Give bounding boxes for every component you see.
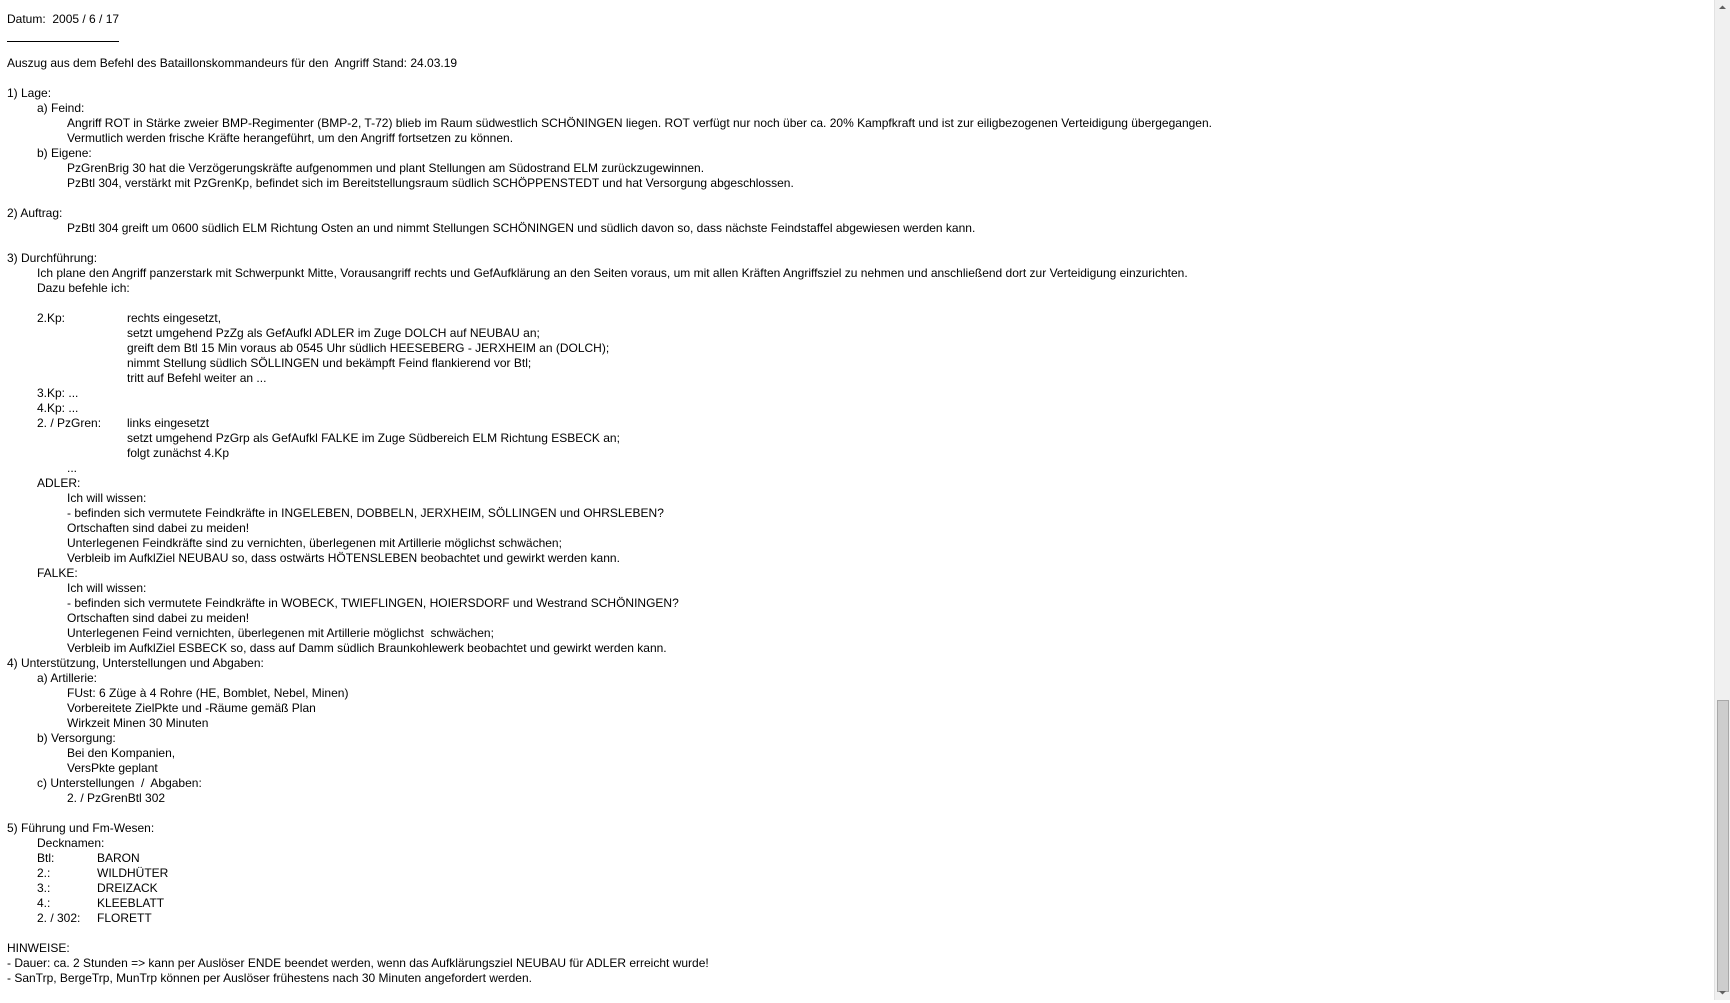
- artillerie-line-1: FUst: 6 Züge à 4 Rohre (HE, Bomblet, Nebel, Minen): [67, 686, 349, 700]
- falke-line-3: Ortschaften sind dabei zu meiden!: [67, 611, 250, 625]
- deckname-unit: 4.:: [37, 896, 51, 910]
- pzgren-line-1: links eingesetzt: [127, 416, 210, 430]
- deckname-row: [7, 911, 1707, 926]
- eigene-title: b) Eigene:: [37, 146, 92, 160]
- deckname-name: KLEEBLATT: [97, 896, 165, 910]
- kp4-line: 4.Kp: ...: [37, 401, 79, 415]
- falke-line-4: Unterlegenen Feind vernichten, überlegenen mit Artillerie möglichst schwächen;: [67, 626, 494, 640]
- falke-line-5: Verbleib im AufklZiel ESBECK so, dass auf Damm südlich Braunkohlewerk beobachtet und gewirkt werden kann.: [67, 641, 667, 655]
- deckname-name: WILDHÜTER: [97, 866, 169, 880]
- falke-title: FALKE:: [37, 566, 78, 580]
- feind-line-2: Vermutlich werden frische Kräfte herangeführt, um den Angriff fortsetzen zu können.: [67, 131, 514, 145]
- versorgung-line-2: VersPkte geplant: [67, 761, 158, 775]
- unterstellungen-title: c) Unterstellungen / Abgaben:: [37, 776, 202, 790]
- deckname-name: DREIZACK: [97, 881, 158, 895]
- deckname-row: [7, 896, 1707, 911]
- kp2-line-3: greift dem Btl 15 Min voraus ab 0545 Uhr südlich HEESEBERG - JERXHEIM an (DOLCH);: [127, 341, 610, 355]
- adler-title: ADLER:: [37, 476, 81, 490]
- deckname-unit: 2. / 302:: [37, 911, 81, 925]
- kp2-line-1: rechts eingesetzt,: [127, 311, 222, 325]
- kp2-label: 2.Kp:: [37, 311, 66, 325]
- unterstellungen-line-1: 2. / PzGrenBtl 302: [67, 791, 166, 805]
- pzgren-line-3: folgt zunächst 4.Kp: [127, 446, 230, 460]
- falke-line-1: Ich will wissen:: [67, 581, 147, 595]
- hinweise-line-1: - Dauer: ca. 2 Stunden => kann per Auslöser ENDE beendet werden, wenn das Aufklärungsziel NEUBAU für ADLER erreicht wurde!: [7, 956, 709, 970]
- kp2-line-4: nimmt Stellung südlich SÖLLINGEN und bekämpft Feind flankierend vor Btl;: [127, 356, 532, 370]
- intro-line: Auszug aus dem Befehl des Bataillonskommandeurs für den Angriff Stand: 24.03.19: [7, 56, 458, 70]
- artillerie-line-2: Vorbereitete ZielPkte und -Räume gemäß Plan: [67, 701, 316, 715]
- adler-line-3: Ortschaften sind dabei zu meiden!: [67, 521, 250, 535]
- eigene-line-2: PzBtl 304, verstärkt mit PzGrenKp, befindet sich im Bereitstellungsraum südlich SCHÖPPENSTEDT und hat Versorgung abgeschlossen.: [67, 176, 794, 190]
- pzgren-line-2: setzt umgehend PzGrp als GefAufkl FALKE im Zuge Südbereich ELM Richtung ESBECK an;: [127, 431, 620, 445]
- ellipsis-line: ...: [67, 461, 78, 475]
- section-durchfuehrung-title: 3) Durchführung:: [7, 251, 98, 265]
- kp2-line-2: setzt umgehend PzZg als GefAufkl ADLER im Zuge DOLCH auf NEUBAU an;: [127, 326, 540, 340]
- versorgung-title: b) Versorgung:: [37, 731, 116, 745]
- deckname-unit: 2.:: [37, 866, 51, 880]
- order-document: [7, 12, 1707, 986]
- kp2-row: [7, 311, 1707, 326]
- deckname-name: FLORETT: [97, 911, 152, 925]
- deckname-name: BARON: [97, 851, 140, 865]
- deckname-row: [7, 851, 1707, 866]
- section-fuehrung-title: 5) Führung und Fm-Wesen:: [7, 821, 155, 835]
- scroll-down-arrow-icon[interactable]: [1715, 985, 1730, 1000]
- deckname-unit: Btl:: [37, 851, 55, 865]
- hinweise-line-2: - SanTrp, BergeTrp, MunTrp können per Auslöser frühestens nach 30 Minuten angefordert werden.: [7, 971, 532, 985]
- versorgung-line-1: Bei den Kompanien,: [67, 746, 176, 760]
- feind-line-1: Angriff ROT in Stärke zweier BMP-Regimenter (BMP-2, T-72) blieb im Raum südwestlich SCHÖNINGEN liegen. ROT verfügt nur noch über ca. 20% Kampfkraft und ist zur eiligbezogenen Verteidigung übergegangen.: [67, 116, 1212, 130]
- scrollbar-thumb[interactable]: [1717, 700, 1729, 992]
- durchfuehrung-line-1: Ich plane den Angriff panzerstark mit Schwerpunkt Mitte, Vorausangriff rechts und GefAufklärung an den Seiten voraus, um mit allen Kräften Angriffsziel zu nehmen und anschließend dort zur Verteidigung einzurichten.: [37, 266, 1188, 280]
- date-line: Datum: 2005 / 6 / 17: [7, 12, 120, 26]
- kp2-line-5: tritt auf Befehl weiter an ...: [127, 371, 267, 385]
- deckname-unit: 3.:: [37, 881, 51, 895]
- scroll-up-arrow-icon[interactable]: [1715, 0, 1730, 15]
- hinweise-title: HINWEISE:: [7, 941, 70, 955]
- auftrag-line-1: PzBtl 304 greift um 0600 südlich ELM Richtung Osten an und nimmt Stellungen SCHÖNINGEN und südlich davon so, dass nächste Feindstaffel abgewiesen werden kann.: [67, 221, 976, 235]
- artillerie-line-3: Wirkzeit Minen 30 Minuten: [67, 716, 209, 730]
- adler-line-2: - befinden sich vermutete Feindkräfte in INGELEBEN, DOBBELN, JERXHEIM, SÖLLINGEN und OHRSLEBEN?: [67, 506, 664, 520]
- eigene-line-1: PzGrenBrig 30 hat die Verzögerungskräfte aufgenommen und plant Stellungen am Südostrand ELM zurückzugewinnen.: [67, 161, 705, 175]
- pzgren-label: 2. / PzGren:: [37, 416, 102, 430]
- deckname-row: [7, 866, 1707, 881]
- feind-title: a) Feind:: [37, 101, 85, 115]
- kp3-line: 3.Kp: ...: [37, 386, 79, 400]
- artillerie-title: a) Artillerie:: [37, 671, 98, 685]
- decknamen-title: Decknamen:: [37, 836, 105, 850]
- vertical-scrollbar[interactable]: [1714, 0, 1730, 1000]
- adler-line-5: Verbleib im AufklZiel NEUBAU so, dass ostwärts HÖTENSLEBEN beobachtet und gewirkt werden kann.: [67, 551, 620, 565]
- deckname-row: [7, 881, 1707, 896]
- section-unterstuetzung-title: 4) Unterstützung, Unterstellungen und Abgaben:: [7, 656, 264, 670]
- adler-line-1: Ich will wissen:: [67, 491, 147, 505]
- section-auftrag-title: 2) Auftrag:: [7, 206, 63, 220]
- section-lage-title: 1) Lage:: [7, 86, 52, 100]
- adler-line-4: Unterlegenen Feindkräfte sind zu vernichten, überlegenen mit Artillerie möglichst schwächen;: [67, 536, 562, 550]
- pzgren-row: [7, 416, 1707, 431]
- durchfuehrung-line-2: Dazu befehle ich:: [37, 281, 130, 295]
- falke-line-2: - befinden sich vermutete Feindkräfte in WOBECK, TWIEFLINGEN, HOIERSDORF und Westrand SCHÖNINGEN?: [67, 596, 679, 610]
